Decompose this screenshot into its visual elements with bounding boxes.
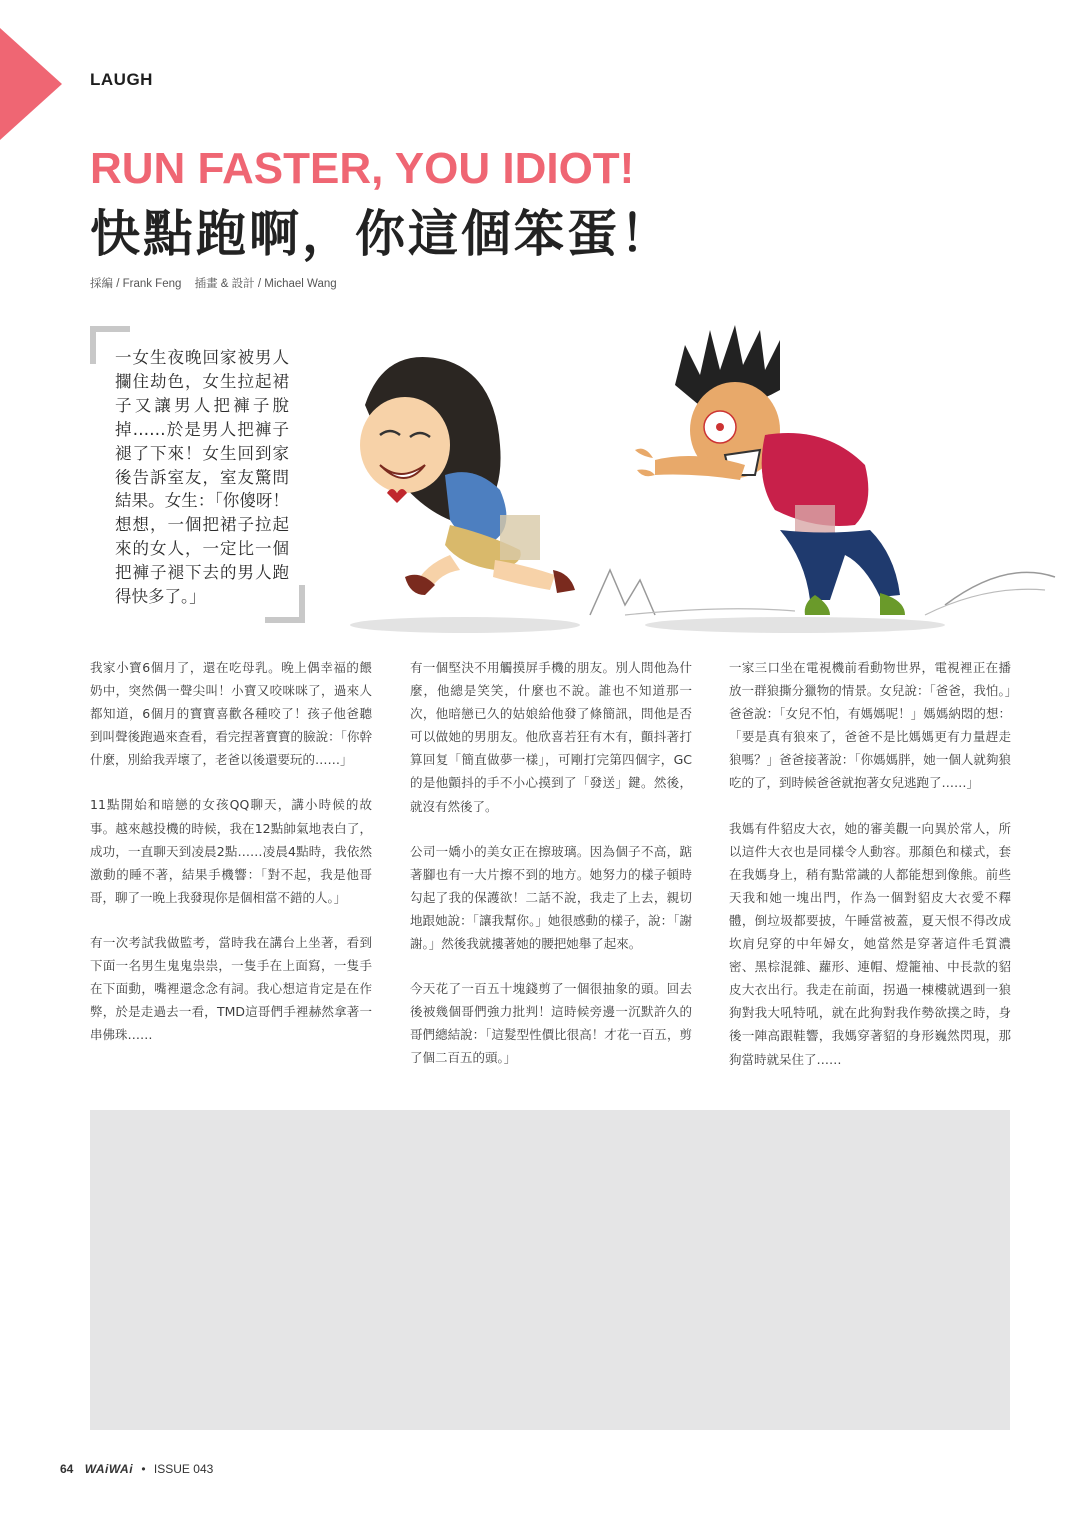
article-column-2 (410, 656, 692, 1092)
quote-close-bracket (265, 585, 305, 623)
page-number: 64 (60, 1462, 74, 1476)
corner-tab-decoration (0, 28, 62, 140)
issue-number: ISSUE 043 (153, 1462, 214, 1476)
anecdote-paragraph: 我家小寶6個月了，還在吃母乳。晚上偶幸福的餵奶中，突然偶一聲尖叫！小寶又咬咪咪了，過來人都知道，6個月的寶寶喜歡各種咬了！孩子他爸聽到叫聲後跑過來查看，看完捏著寶寶的臉說：「你幹什麼，別給我弄壞了，老爸以後還要玩的……」 (90, 660, 372, 768)
title-english: RUN FASTER, YOU IDIOT! (90, 144, 635, 193)
magazine-brand: WAiWAi (84, 1462, 134, 1476)
anecdote-paragraph: 有一次考試我做監考，當時我在講台上坐著，看到下面一名男生鬼鬼祟祟，一隻手在上面寫，一隻手在下面動，嘴裡還念念有詞。我心想這肯定是在作弊，於是走過去一看，TMD這哥們手裡赫然拿著一串佛珠…… (90, 934, 372, 1043)
anecdote-paragraph: 有一個堅決不用觸摸屏手機的朋友。別人問他為什麼，他總是笑笑，什麼也不說。誰也不知道那一次，他暗戀已久的姑娘給他發了條簡訊，問他是否可以做她的男朋友。他欣喜若狂有木有，顫抖著打算回复「簡直做夢一樣」，可剛打完第四個字，GC的是他顫抖的手不小心摸到了「發送」鍵。然後，就沒有然後了。 (410, 660, 692, 814)
page-footer (60, 1462, 213, 1476)
footer-separator: • (141, 1462, 146, 1476)
anecdote-paragraph: 我媽有件貂皮大衣，她的審美觀一向異於常人，所以這件大衣也是同樣令人動容。那顏色和樣式，套在我媽身上，稍有點常識的人都能想到像熊。前些天我和她一塊出門，作為一個對貂皮大衣愛不釋體，倒垃圾都要披，午睡當被蓋，夏天恨不得改成坎肩兒穿的中年婦女，她當然是穿著這件毛質濃密、黑棕混雜、蘿形、連帽、燈籠袖、中長款的貂皮大衣出行。我走在前面，拐過一棟樓就遇到一狼狗對我大吼特吼，就在此狗對我作勢欲撲之時，身後一陣高跟鞋響，我媽穿著貂的身形巍然閃現，那狗當時就呆住了…… (729, 820, 1011, 1067)
anecdote-paragraph: 一家三口坐在電視機前看動物世界，電視裡正在播放一群狼撕分獵物的情景。女兒說：「爸爸，我怕。」爸爸說：「女兒不怕，有媽媽呢！」媽媽納悶的想：「要是真有狼來了，爸爸不是比媽媽更有力量趕走狼嗎？」爸爸接著說：「你媽媽胖，她一個人就夠狼吃的了，到時候爸爸就抱著女兒逃跑了……」 (729, 660, 1011, 791)
title-chinese: 快點跑啊，你這個笨蛋！ (90, 205, 673, 263)
man-figure (635, 325, 905, 615)
article-column-3 (729, 656, 1011, 1093)
anecdote-paragraph: 公司一嬌小的美女正在擦玻璃。因為個子不高，踮著腳也有一大片擦不到的地方。她努力的樣子頓時勾起了我的保護欲！二話不說，我走了上去，親切地跟她說：「讓我幫你。」她很感動的樣子，說：「謝謝。」然後我就摟著她的腰把她舉了起來。 (410, 843, 692, 952)
anecdote-paragraph: 11點開始和暗戀的女孩QQ聊天，講小時候的故事。越來越投機的時候，我在12點帥氣地表白了，成功，一直聊天到凌晨2點……凌晨4點時，我依然激動的睡不著，結果手機響：「對不起，我是他哥哥，聊了一晚上我發現你是個相當不錯的人。」 (90, 797, 372, 905)
pull-quote: 一女生夜晚回家被男人攔住劫色，女生拉起裙子又讓男人把褲子脫掉……於是男人把褲子褪了下來！女生回到家後告訴室友，室友驚問結果。女生：「你傻呀！想想，一個把裙子拉起來的女人，一定比一個把褲子褪下去的男人跑得快多了。」 (115, 348, 289, 607)
girl-figure (360, 357, 575, 595)
section-label: LAUGH (90, 70, 153, 89)
credit-writer: 採編 / Frank Feng (90, 278, 182, 290)
article-column-1 (90, 656, 372, 1068)
credits (90, 275, 347, 291)
anecdote-paragraph: 今天花了一百五十塊錢剪了一個很抽象的頭。回去後被幾個哥們強力批判！這時候旁邊一沉默許久的哥們總結說：「這髮型性價比很高！才花一百五，剪了個二百五的頭。」 (410, 981, 692, 1066)
ad-placeholder (90, 1110, 1010, 1430)
chase-illustration (325, 315, 1075, 635)
credit-illustrator: 插畫 & 設計 / Michael Wang (194, 278, 337, 290)
